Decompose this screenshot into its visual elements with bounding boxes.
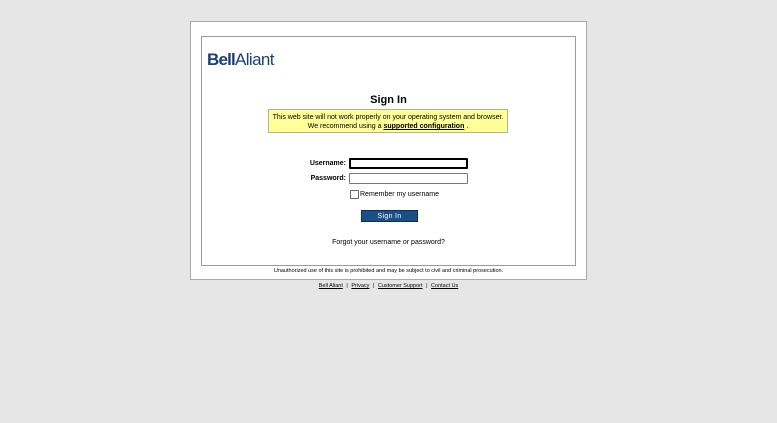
login-panel bbox=[190, 21, 587, 280]
bell-aliant-logo bbox=[207, 50, 274, 70]
logo-part-bell: Bell bbox=[207, 50, 235, 69]
password-input[interactable] bbox=[349, 173, 468, 184]
footer-separator: | bbox=[372, 283, 375, 289]
warning-suffix: . bbox=[466, 123, 469, 130]
username-label: Username: bbox=[309, 160, 346, 167]
logo-part-aliant: Aliant bbox=[234, 50, 274, 69]
browser-warning-banner bbox=[268, 109, 508, 133]
page-title: Sign In bbox=[370, 94, 407, 106]
legal-disclaimer: Unauthorized use of this site is prohibited and may be subject to civil and criminal prosecution. bbox=[273, 268, 504, 274]
login-panel-inner bbox=[201, 36, 576, 274]
username-input[interactable] bbox=[349, 158, 468, 169]
footer-link-customer-support[interactable]: Customer Support bbox=[377, 283, 423, 289]
footer-separator: | bbox=[346, 283, 348, 289]
warning-line-1: This web site will not work properly on your operating system and browser. bbox=[272, 114, 504, 121]
footer-link-privacy[interactable]: Privacy bbox=[351, 283, 370, 289]
password-label: Password: bbox=[310, 175, 346, 182]
warning-line-2-prefix: We recommend using a bbox=[307, 123, 382, 130]
warning-line-2 bbox=[269, 122, 507, 131]
footer-link-contact-us[interactable]: Contact Us bbox=[431, 283, 459, 289]
forgot-credentials-link[interactable]: Forgot your username or password? bbox=[332, 239, 445, 246]
sign-in-button[interactable]: Sign In bbox=[361, 210, 418, 222]
remember-username-checkbox[interactable] bbox=[350, 190, 359, 199]
footer-links bbox=[0, 283, 777, 289]
footer-link-bell-aliant[interactable]: Bell Aliant bbox=[318, 283, 343, 289]
remember-username-label: Remember my username bbox=[360, 191, 439, 198]
supported-configuration-link[interactable]: supported configuration bbox=[383, 123, 465, 130]
footer-separator: | bbox=[426, 283, 428, 289]
